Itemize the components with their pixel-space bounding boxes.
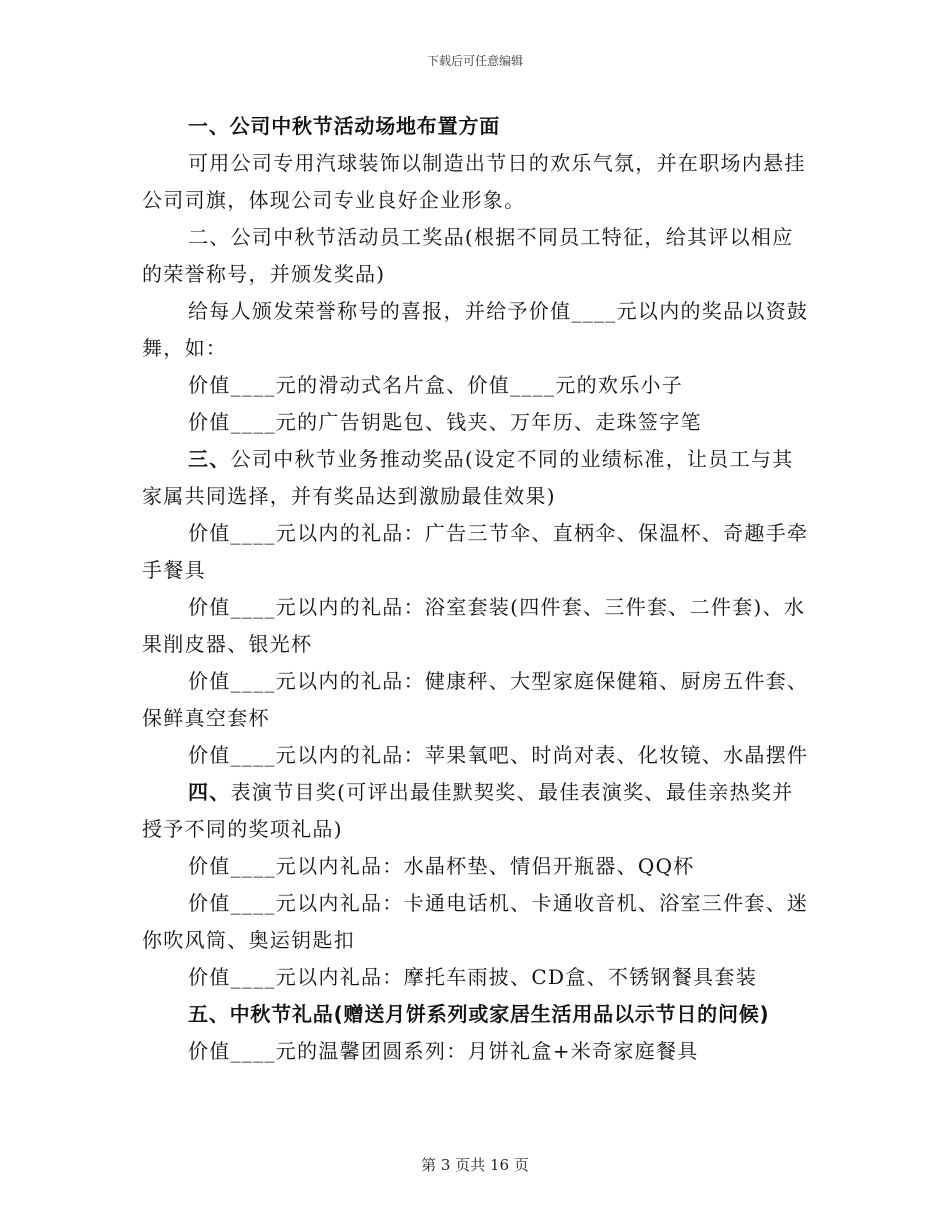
prize-item: 价值____元以内的礼品：苹果氧吧、时尚对表、化妆镜、水晶摆件 (188, 743, 809, 767)
section-heading-5: 五、中秋节礼品(赠送月饼系列或家居生活用品以示节日的问候) (188, 1002, 770, 1026)
prize-item: 价值____元的温馨团圆系列：月饼礼盒+米奇家庭餐具 (188, 1039, 699, 1063)
document-body (142, 108, 812, 1070)
section-heading-3 (142, 441, 812, 515)
prize-item: 价值____元的广告钥匙包、钱夹、万年历、走珠签字笔 (188, 410, 702, 434)
section-text: 公司中秋节业务推动奖品(设定不同的业绩标准，让员工与其家属共同选择，并有奖品达到激励最佳效果) (142, 447, 794, 508)
section-heading-4 (142, 774, 812, 848)
prize-item: 价值____元以内的礼品：健康秤、大型家庭保健箱、厨房五件套、保鲜真空套杯 (142, 669, 809, 730)
page-footer: 第 3 页共 16 页 (421, 1156, 529, 1174)
prize-item: 价值____元以内礼品：卡通电话机、卡通收音机、浴室三件套、迷你吹风筒、奥运钥匙扣 (142, 891, 809, 952)
section-number: 三、 (188, 447, 231, 471)
prize-item: 价值____元以内礼品：水晶杯垫、情侣开瓶器、QQ杯 (188, 854, 695, 878)
prize-item: 价值____元的滑动式名片盒、价值____元的欢乐小子 (188, 373, 684, 397)
prize-item: 价值____元以内的礼品：浴室套装(四件套、三件套、二件套)、水果削皮器、银光杯 (142, 595, 806, 656)
prize-item: 价值____元以内礼品：摩托车雨披、CD盒、不锈钢餐具套装 (188, 965, 758, 989)
section-number: 四、 (188, 780, 231, 804)
section-text: 表演节目奖(可评出最佳默契奖、最佳表演奖、最佳亲热奖并授予不同的奖项礼品) (142, 780, 794, 841)
section-heading-1: 一、公司中秋节活动场地布置方面 (188, 114, 500, 138)
section-heading-2: 二、公司中秋节活动员工奖品(根据不同员工特征，给其评以相应的荣誉称号，并颁发奖品) (142, 225, 794, 286)
paragraph: 给每人颁发荣誉称号的喜报，并给予价值____元以内的奖品以资鼓舞，如： (142, 299, 809, 360)
prize-item: 价值____元以内的礼品：广告三节伞、直柄伞、保温杯、奇趣手牵手餐具 (142, 521, 809, 582)
page-header: 下载后可任意编辑 (426, 54, 523, 68)
paragraph: 可用公司专用汽球装饰以制造出节日的欢乐气氛，并在职场内悬挂公司司旗，体现公司专业良好企业形象。 (142, 151, 806, 212)
